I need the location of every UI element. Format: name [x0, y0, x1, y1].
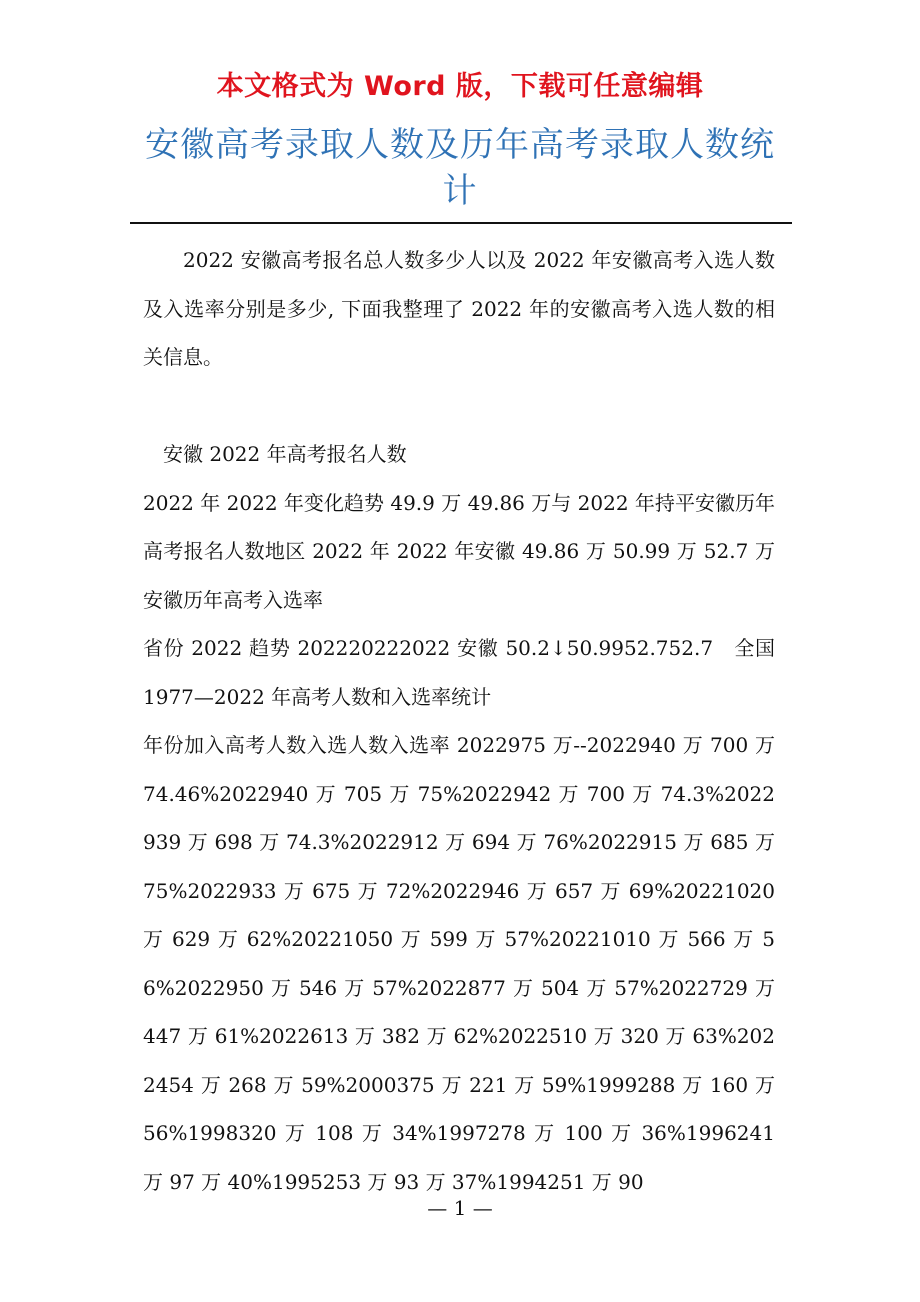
document-body [143, 236, 795, 1206]
paragraph-spacer [143, 382, 775, 431]
national-statistics-paragraph: 年份加入高考人数入选人数入选率 2022975 万--2022940 万 700 万 74.46%2022940 万 705 万 75%2022942 万 700 万 74.3%2022939 万 698 万 74.3%2022912 万 694 万 76%2022915 万 685 万 75%2022933 万 675 万 72%2022946 万 657 万 69%20221020 万 629 万 62%20221050 万 599 万 57%20221010 万 566 万 56%2022950 万 546 万 57%2022877 万 504 万 57%2022729 万 447 万 61%2022613 万 382 万 62%2022510 万 320 万 63%2022454 万 268 万 59%2000375 万 221 万 59%1999288 万 160 万 56%1998320 万 108 万 34%1997278 万 100 万 36%1996241 万 97 万 40%1995253 万 93 万 37%1994251 万 90 [143, 733, 775, 1194]
title-divider [130, 222, 792, 224]
registration-paragraph: 2022 年 2022 年变化趋势 49.9 万 49.86 万与 2022 年持平安徽历年高考报名人数地区 2022 年 2022 年安徽 49.86 万 50.99 万 52.7 万 安徽历年高考入选率 [143, 490, 795, 612]
document-title: 安徽高考录取人数及历年高考录取人数统计 [145, 125, 775, 211]
intro-paragraph: 2022 安徽高考报名总人数多少人以及 2022 年安徽高考入选人数及入选率分别是多少, 下面我整理了 2022 年的安徽高考入选人数的相关信息。 [143, 248, 775, 369]
admission-rate-paragraph: 省份 2022 趋势 202220222022 安徽 50.2↓50.9952.752.7 全国 1977—2022 年高考人数和入选率统计 [143, 636, 775, 709]
page-number: — 1 — [427, 1196, 493, 1220]
download-banner: 本文格式为 Word 版，下载可任意编辑 [216, 71, 704, 102]
section-heading: 安徽 2022 年高考报名人数 [163, 442, 407, 466]
